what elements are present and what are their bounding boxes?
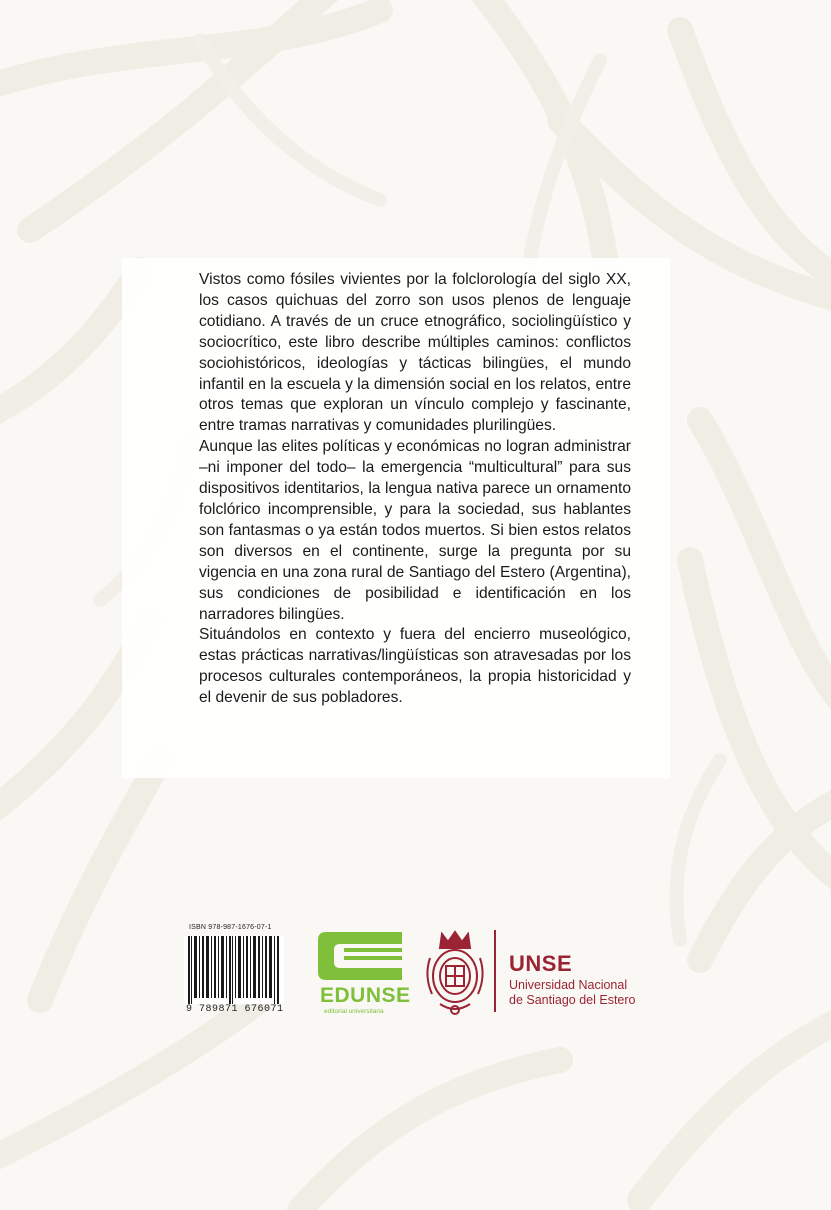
edunse-emblem-icon [314,928,410,984]
logo-divider [494,930,496,1012]
back-cover-blurb [199,270,631,709]
unse-name-line-1: Universidad Nacional [509,978,628,992]
barcode-digits: 9 789871 676071 [186,1004,284,1015]
unse-acronym: UNSE [509,951,573,976]
isbn-label: ISBN 978-987-1676-07-1 [189,924,272,931]
unse-name-line-2: de Santiago del Estero [509,993,636,1007]
blurb-paragraph-2: Aunque las elites políticas y económicas no logran administrar –ni imponer del todo– la emergencia “multicultural” para sus dispositivos identitarios, la lengua nativa parece un ornamento folclórico incomprensible, y para la sociedad, sus hablantes son fantasmas o ya están todos muertos. Si bien estos relatos son diversos en el continente, surge la pregunta por su vigencia en una zona rural de Santiago del Estero (Argentina), sus condiciones de posibilidad e identificación en los narradores bilingües. [199,438,631,623]
blurb-paragraph-3: Situándolos en contexto y fuera del encierro museológico, estas prácticas narrativas/lingüísticas son atravesadas por los procesos culturales contemporáneos, la propia historicidad y el devenir de sus pobladores. [199,626,631,707]
isbn-barcode [184,924,284,1024]
blurb-paragraph-1: Vistos como fósiles vivientes por la folclorología del siglo XX, los casos quichuas del zorro son usos plenos de lenguaje cotidiano. A través de un cruce etnográfico, sociolingüístico y sociocrítico, este libro describe múltiples caminos: conflictos sociohistóricos, ideologías y tácticas bilingües, el mundo infantil en la escuela y la dimensión social en los relatos, entre otros temas que exploran un vínculo complejo y fascinante, entre tramas narrativas y comunidades plurilingües. [199,271,631,435]
edunse-name: EDUNSE [320,984,411,1007]
edunse-logo [312,928,412,1023]
edunse-tagline: editorial universitaria [324,1008,384,1015]
unse-seal-icon [422,928,488,1018]
barcode-bars [184,936,284,1004]
